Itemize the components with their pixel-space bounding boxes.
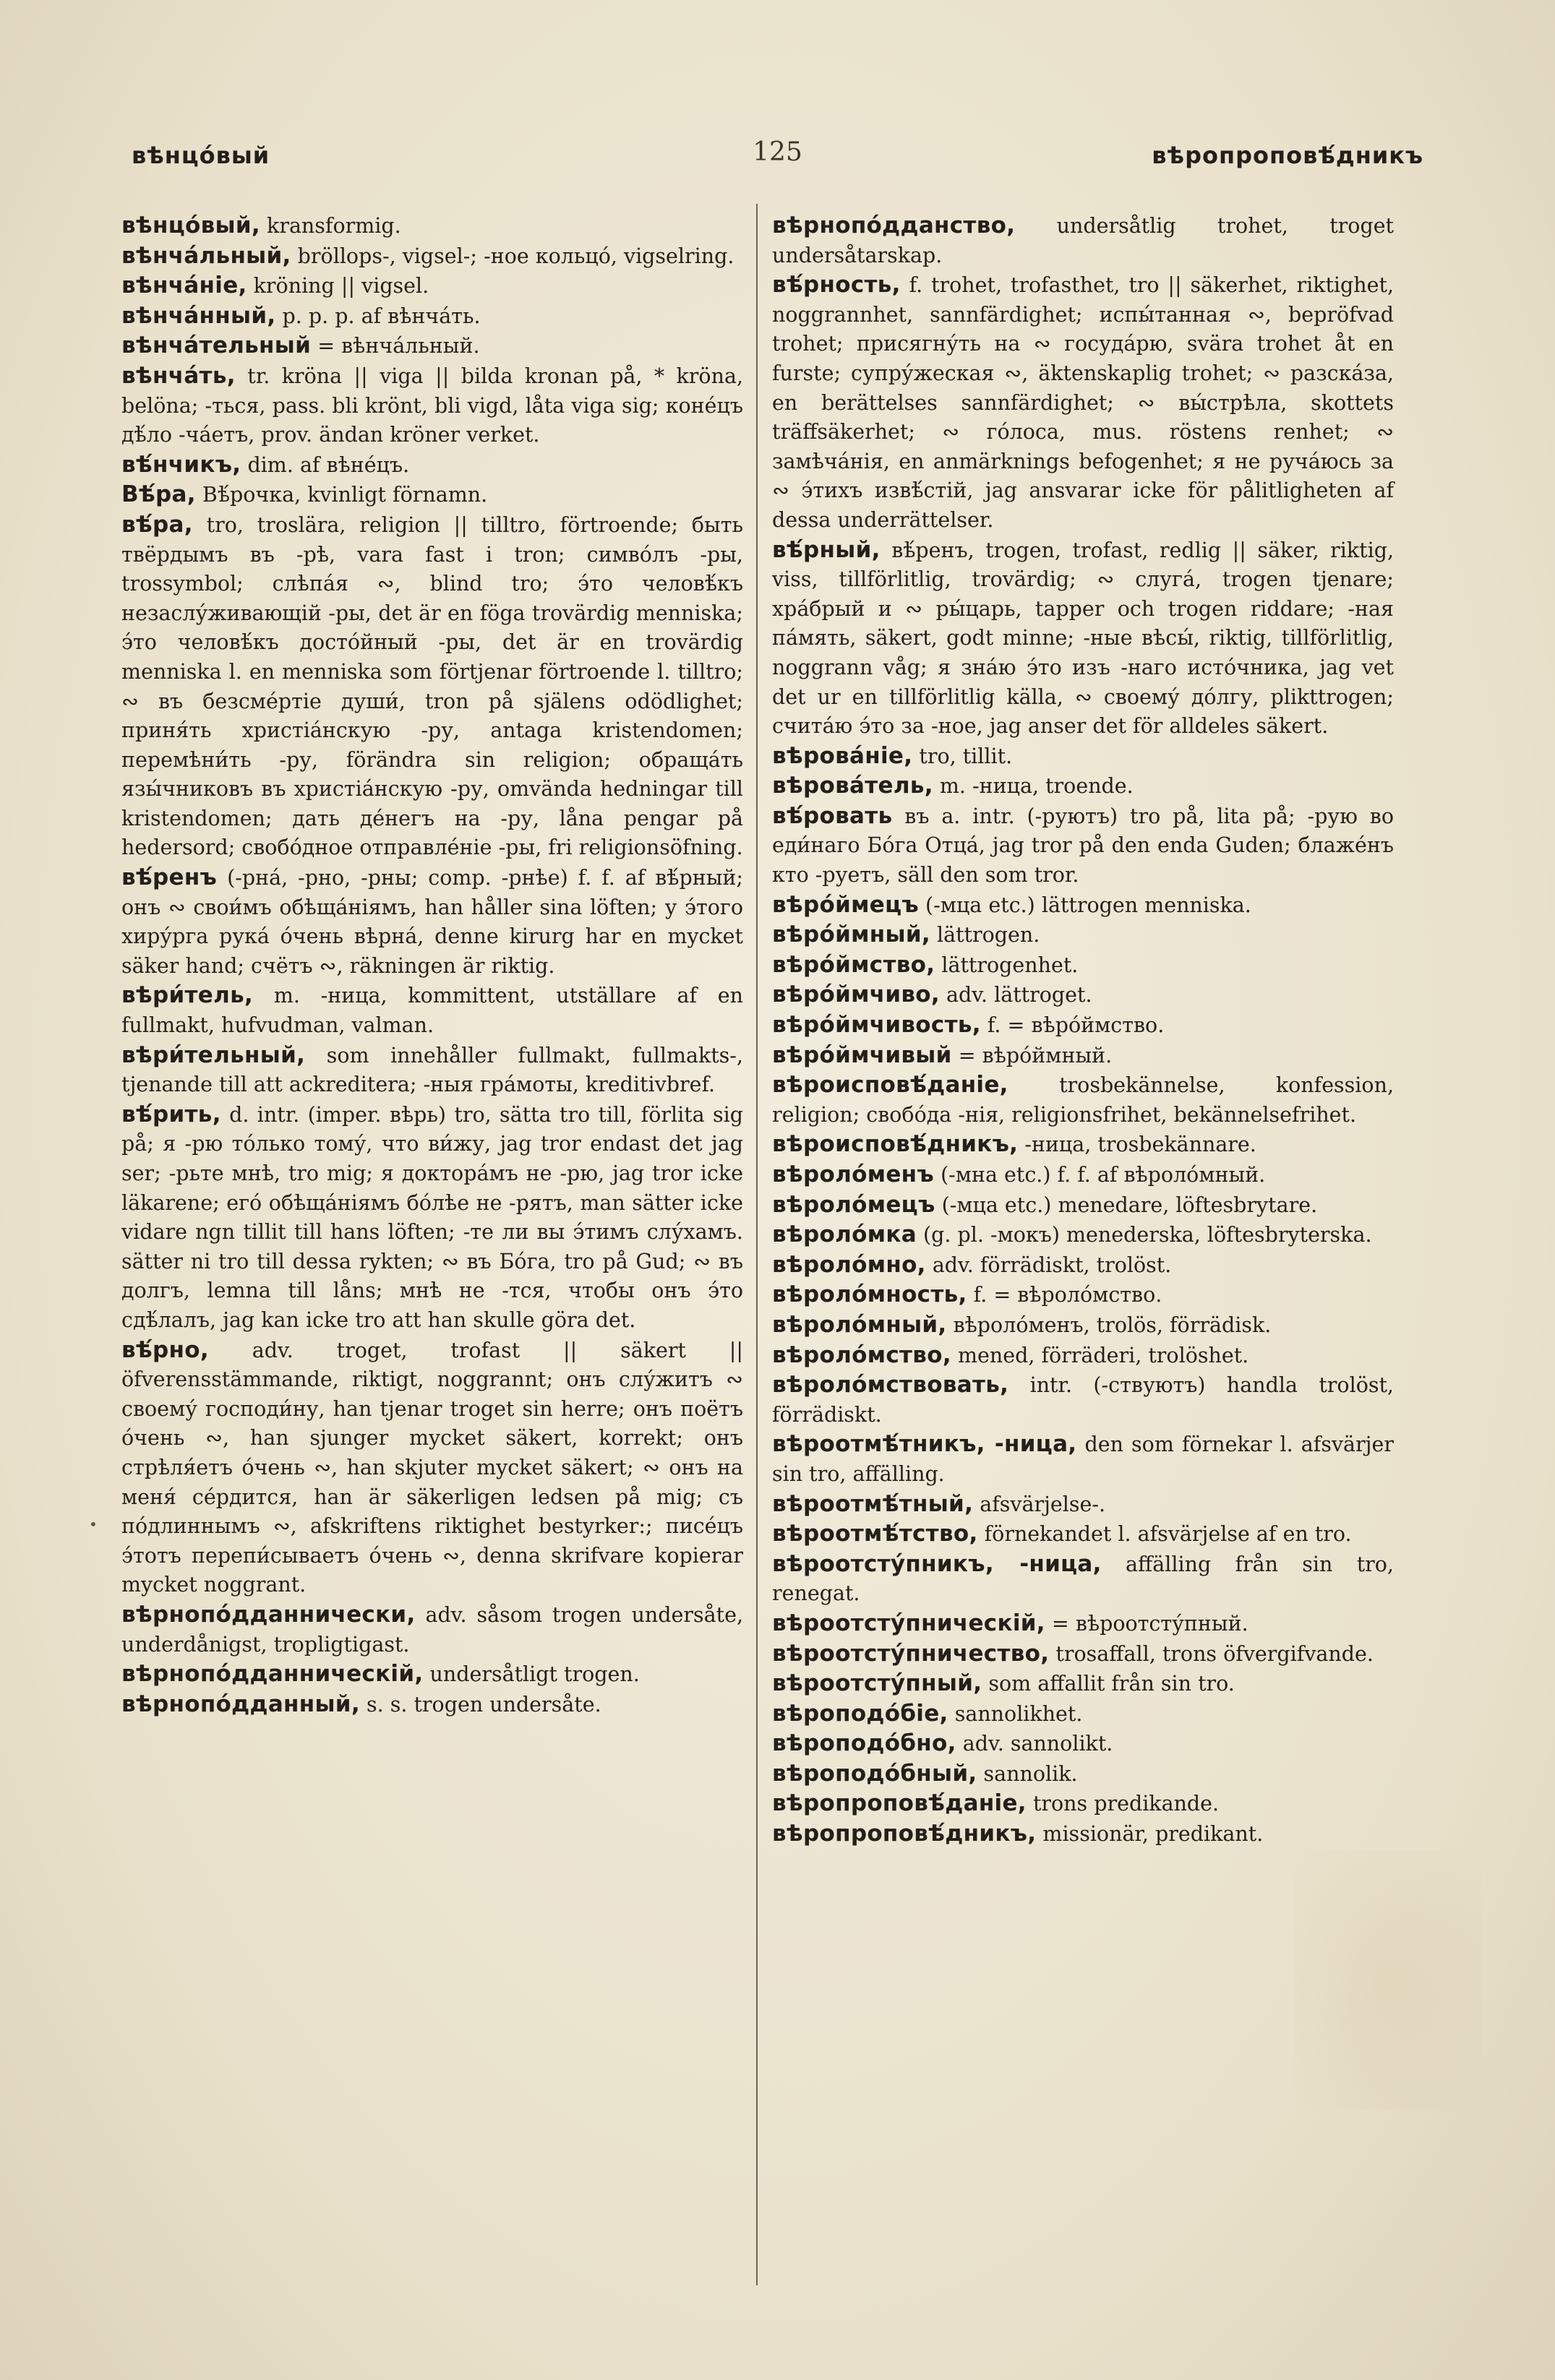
- entry-definition: (-мца etc.) lättrogen menniska.: [925, 893, 1251, 917]
- headword: вѣро́ймчиво,: [772, 981, 940, 1008]
- entry-definition: mened, förräderi, trolöshet.: [957, 1343, 1249, 1367]
- headword: вѣроотсту́пничество,: [772, 1640, 1050, 1667]
- headword: вѣро́ймный,: [772, 922, 930, 948]
- headword: вѣ́рность,: [772, 272, 901, 298]
- headword: вѣнча́льный,: [121, 242, 291, 269]
- entry-definition: Вѣ́рочка, kvinligt förnamn.: [202, 483, 488, 507]
- dictionary-entry: [772, 1250, 1394, 1281]
- headword: вѣнцо́вый,: [121, 212, 260, 239]
- headword: вѣроподо́біе,: [772, 1700, 948, 1727]
- dictionary-entry: [121, 480, 743, 510]
- entry-definition: intr. (-ствуютъ) handla trolöst, förrädiskt.: [772, 1373, 1394, 1427]
- headword: вѣ́ровать: [772, 802, 893, 829]
- entry-definition: m. -ница, kommittent, utställare af en fullmakt, hufvudman, valman.: [121, 984, 743, 1038]
- headword: вѣ́рить,: [121, 1101, 221, 1127]
- dictionary-entry: [121, 981, 743, 1040]
- dictionary-entry: [121, 510, 743, 863]
- headword: вѣроло́мство,: [772, 1341, 951, 1368]
- dictionary-entry: [121, 361, 743, 450]
- headword: вѣропроповѣ́дникъ,: [772, 1821, 1037, 1847]
- dictionary-entry: [772, 1669, 1394, 1699]
- headword: вѣропроповѣ́даніе,: [772, 1790, 1027, 1817]
- entry-definition: som affallit från sin tro.: [988, 1672, 1235, 1696]
- headword: вѣнча́ть,: [121, 362, 236, 389]
- headword: вѣнча́нный,: [121, 302, 276, 329]
- column-divider: [756, 204, 758, 2285]
- headword: вѣро́ймчивый: [772, 1041, 952, 1068]
- headword: вѣри́тельный,: [121, 1041, 306, 1068]
- entry-definition: sannolik.: [983, 1761, 1078, 1786]
- headword: вѣрова́ніе,: [772, 742, 913, 769]
- entry-definition: -ница, trosbekännare.: [1024, 1133, 1256, 1157]
- dictionary-entry: [772, 1609, 1394, 1639]
- dictionary-entry: [772, 771, 1394, 802]
- headword: вѣрнопо́дданническій,: [121, 1661, 424, 1688]
- entry-definition: som innehåller fullmakt, fullmakts-, tjenande till att ackreditera; -ныя гра́моты, kreditivbref.: [121, 1043, 743, 1097]
- entry-definition: f. = вѣро́ймство.: [987, 1013, 1165, 1038]
- headword: вѣри́тель,: [121, 982, 254, 1009]
- entry-definition: adv. sannolikt.: [962, 1732, 1113, 1756]
- entry-definition: m. -ница, troende.: [939, 774, 1134, 799]
- dictionary-entry: [772, 270, 1394, 535]
- headword: вѣроло́мный,: [772, 1311, 947, 1338]
- headword: вѣ́ренъ: [121, 864, 218, 891]
- entry-definition: undersåtligt trogen.: [429, 1662, 640, 1687]
- dictionary-entry: [772, 1819, 1394, 1850]
- headword: вѣроло́мствовать,: [772, 1372, 1009, 1399]
- headword: вѣроподо́бный,: [772, 1760, 977, 1787]
- headword: вѣро́ймчивость,: [772, 1012, 981, 1039]
- entry-definition: trosaffall, trons öfvergifvande.: [1055, 1641, 1374, 1666]
- entry-definition: adv. troget, trofast || säkert || öfverensstämmande, riktigt, noggrannt; онъ слу́житъ ∾ своему́ господи́ну, han tjenar troget sin herre; онъ поётъ о́чень ∾, han sjunger mycket säkert, korrekt; онъ стрѣля́етъ о́чень ∾, han skjuter mycket säkert; ∾ онъ на меня́ се́рдится, han är säkerligen ledsen på mig; съ по́длиннымъ ∾, afskriftens riktighet bestyrker:; писе́цъ э́тотъ перепи́сываетъ о́чень ∾, denna skrifvare kopierar mycket noggrant.: [121, 1338, 743, 1597]
- entry-definition: = вѣроотсту́пный.: [1051, 1611, 1248, 1636]
- dictionary-entry: [772, 1519, 1394, 1550]
- dictionary-entry: [121, 863, 743, 981]
- headword: вѣ́нчикъ,: [121, 451, 241, 478]
- headword: вѣроподо́бно,: [772, 1730, 956, 1757]
- dictionary-entry: [772, 742, 1394, 772]
- entry-definition: den som förnekar l. afsvärjer sin tro, affälling.: [772, 1432, 1394, 1486]
- header-right-guideword: вѣропроповѣ́дникъ: [1152, 142, 1423, 169]
- dictionary-entry: [772, 1220, 1394, 1250]
- dictionary-entry: [772, 1490, 1394, 1520]
- dictionary-entry: [121, 1041, 743, 1100]
- dictionary-entry: [121, 1100, 743, 1336]
- entry-definition: adv. såsom trogen undersåte, underdånigst, tropligtigast.: [121, 1602, 744, 1657]
- dictionary-entry: [121, 331, 743, 361]
- entry-definition: tro, troslära, religion || tilltro, förtroende; быть твёрдымъ въ -рѣ, vara fast i tron; симво́лъ -ры, trossymbol; слѣпа́я ∾, blind tro; э́то человѣ́къ незаслу́живающій -ры, det är en föga trovärdig menniska; э́то человѣ́къ досто́йный -ры, det är en trovärdig menniska l. en menniska som förtjenar förtroende l. tilltro; ∾ въ безсме́ртіе души́, tron på själens odödlighet; приня́ть христіа́нскую -ру, antaga kristendomen; перемѣни́ть -ру, förändra sin religion; обраща́ть язы́чниковъ въ христіа́нскую -ру, omvända hedningar till kristendomen; дать де́негъ на -ру, låna pengar på hedersord; свобо́дное отправле́ніе -ры, fri religionsöfning.: [121, 512, 744, 860]
- headword: вѣроисповѣ́дникъ,: [772, 1131, 1019, 1158]
- headword: вѣроотмѣ́тство,: [772, 1521, 978, 1547]
- entry-definition: f. trohet, trofasthet, tro || säkerhet, riktighet, noggrannhet, sannfärdighet; испы́танная ∾, bepröfvad trohet; присягну́ть на ∾ госуда́рю, svära trohet åt en furste; супру́жеская ∾, äktenskaplig trohet; ∾ разска́за, en berättelses sannfärdighet; ∾ вы́стрѣла, skottets träffsäkerhet; ∾ го́лоса, mus. röstens renhet; ∾ замѣча́нія, en anmärknings befogenhet; я не руча́юсь за ∾ э́тихъ извѣ́стій, jag ansvarar icke för pålitligheten af dessa underrättelser.: [772, 273, 1395, 532]
- dictionary-entry: [772, 890, 1394, 921]
- header-left-guideword: вѣнцо́вый: [132, 142, 270, 169]
- entry-definition: bröllops-, vigsel-; -ное кольцо́, vigselring.: [297, 244, 734, 268]
- dictionary-entry: [121, 450, 743, 481]
- dictionary-entry: [121, 1336, 743, 1600]
- entry-definition: affälling från sin tro, renegat.: [772, 1552, 1394, 1606]
- dictionary-entry: [772, 1280, 1394, 1310]
- headword: вѣрнопо́дданнически,: [121, 1601, 416, 1628]
- entry-definition: tr. kröna || viga || bilda kronan på, * kröna, belöna; -ться, pass. bli krönt, bli vigd, låta viga sig; коне́цъ дѣ́ло -ча́етъ, prov. ändan kröner verket.: [121, 364, 744, 447]
- running-head: [132, 137, 1423, 185]
- dictionary-entry: [121, 1659, 743, 1690]
- entry-definition: missionär, predikant.: [1042, 1822, 1264, 1847]
- dictionary-entry: [772, 1190, 1394, 1221]
- headword: вѣрова́тель,: [772, 773, 933, 799]
- headword: вѣроло́мка: [772, 1221, 917, 1248]
- dictionary-entry: [772, 920, 1394, 950]
- page-number: 125: [753, 137, 802, 167]
- entry-definition: adv. lättroget.: [946, 983, 1092, 1008]
- headword: вѣнча́ніе,: [121, 272, 247, 299]
- entry-definition: = вѣнча́льный.: [317, 334, 480, 358]
- headword: вѣроотмѣ́тникъ, -ница,: [772, 1431, 1077, 1458]
- dictionary-entry: [772, 536, 1394, 742]
- headword: вѣрнопо́дданство,: [772, 212, 1016, 239]
- entry-definition: (-мна etc.) f. f. af вѣроло́мный.: [941, 1163, 1266, 1187]
- dictionary-entry: [772, 1070, 1394, 1130]
- dictionary-entry: [121, 241, 743, 272]
- left-column: [121, 211, 743, 1719]
- dictionary-entry: [772, 1160, 1394, 1190]
- entry-definition: d. intr. (imper. вѣрь) tro, sätta tro till, förlita sig på; я -рю то́лько тому́, что ви́жу, jag tror endast det jag ser; -рьте мнѣ, tro mig; я доктора́мъ не -рю, jag tror icke läkarene; его́ обѣща́ніямъ бо́лѣе не -рятъ, man sätter icke vidare ngn tillit till hans löften; -те ли вы э́тимъ слу́хамъ. sätter ni tro till dessa rykten; ∾ въ Бо́га, tro på Gud; ∾ въ долгъ, lemna till låns; мнѣ не -тся, чтобы онъ э́то сдѣ́лалъ, jag kan icke tro att han skulle göra det.: [121, 1102, 744, 1332]
- headword: вѣро́ймецъ: [772, 891, 919, 918]
- dictionary-entry: [772, 1130, 1394, 1160]
- dictionary-entry: [772, 1550, 1394, 1609]
- dictionary-entry: [772, 1729, 1394, 1759]
- dictionary-entry: [121, 211, 743, 241]
- entry-definition: lättrogen.: [937, 923, 1040, 948]
- entry-definition: undersåtlig trohet, troget undersåtarskap.: [772, 214, 1395, 267]
- entry-definition: вѣроло́менъ, trolös, förrädisk.: [953, 1313, 1272, 1337]
- dictionary-entry: [772, 950, 1394, 981]
- headword: вѣроисповѣ́даніе,: [772, 1072, 1008, 1099]
- dictionary-entry: [772, 1341, 1394, 1371]
- headword: вѣрнопо́дданный,: [121, 1691, 360, 1717]
- headword: вѣроло́мность,: [772, 1281, 967, 1308]
- dictionary-entry: [772, 980, 1394, 1010]
- dictionary-entry: [772, 1639, 1394, 1670]
- entry-definition: adv. förrädiskt, trolöst.: [932, 1253, 1172, 1277]
- entry-definition: förnekandet l. afsvärjelse af en tro.: [984, 1522, 1352, 1547]
- dictionary-entry: [772, 1789, 1394, 1819]
- paper-stain: [1294, 1850, 1482, 2110]
- headword: вѣроло́мецъ: [772, 1191, 935, 1218]
- dictionary-entry: [121, 301, 743, 332]
- dictionary-entry: [772, 211, 1394, 270]
- entry-definition: kransformig.: [267, 214, 401, 238]
- dictionary-entry: [772, 1759, 1394, 1790]
- headword: вѣроотсту́пный,: [772, 1670, 982, 1697]
- headword: вѣ́ра,: [121, 511, 193, 538]
- entry-definition: f. = вѣроло́мство.: [973, 1283, 1162, 1307]
- right-column: [772, 211, 1394, 1850]
- entry-definition: (-рна́, -рно, -рны; comp. -рнѣе) f. f. af вѣ́рный; онъ ∾ свои́мъ обѣща́ніямъ, han håller sina löften; у э́того хиру́рга рука́ о́чень вѣрна́, denne kirurg har en mycket säker hand; счётъ ∾, räkningen är riktig.: [121, 866, 744, 978]
- entry-definition: (-мца etc.) menedare, löftesbrytare.: [941, 1193, 1318, 1217]
- entry-definition: trons predikande.: [1032, 1792, 1220, 1816]
- entry-definition: dim. af вѣне́цъ.: [247, 452, 410, 477]
- headword: вѣроотсту́пникъ, -ница,: [772, 1550, 1102, 1577]
- entry-definition: trosbekännelse, konfession, religion; свобо́да -нія, religionsfrihet, bekännelsefrihet.: [772, 1073, 1394, 1127]
- dictionary-entry: [772, 1699, 1394, 1730]
- entry-definition: (g. pl. -мокъ) menederska, löftesbryterska.: [922, 1223, 1372, 1247]
- headword: вѣроло́менъ: [772, 1161, 934, 1187]
- headword: вѣроотсту́пническій,: [772, 1610, 1045, 1636]
- dictionary-entry: [772, 1041, 1394, 1071]
- headword: Вѣ́ра,: [121, 481, 196, 508]
- entry-definition: s. s. trogen undersåte.: [366, 1692, 601, 1717]
- dictionary-entry: [121, 271, 743, 301]
- dictionary-entry: [772, 1430, 1394, 1489]
- headword: вѣнча́тельный: [121, 332, 312, 359]
- headword: вѣ́рно,: [121, 1336, 209, 1363]
- dictionary-entry: [772, 802, 1394, 890]
- headword: вѣроло́мно,: [772, 1251, 926, 1278]
- dictionary-entry: [772, 1370, 1394, 1430]
- dictionary-entry: [121, 1690, 743, 1720]
- entry-definition: tro, tillit.: [919, 744, 1013, 768]
- headword: вѣро́ймство,: [772, 951, 935, 978]
- headword: вѣ́рный,: [772, 536, 881, 563]
- dictionary-entry: [772, 1010, 1394, 1041]
- headword: вѣроотмѣ́тный,: [772, 1490, 974, 1517]
- entry-definition: p. p. p. af вѣнча́ть.: [282, 304, 481, 328]
- entry-definition: afsvärjelse-.: [980, 1492, 1106, 1516]
- dictionary-entry: [121, 1600, 743, 1659]
- margin-mark: •: [89, 1516, 98, 1533]
- entry-definition: вѣ́ренъ, trogen, trofast, redlig || säker, riktig, viss, tillförlitlig, trovärdig; ∾ слуга́, trogen tjenare; хра́брый и ∾ ры́царь, tapper och trogen riddare; -ная па́мять, säkert, godt minne; -ные вѣсы́, riktig, tillförlitlig, noggrann våg; я зна́ю э́то изъ -наго исто́чника, jag vet det ur en tillförlitlig källa, ∾ своему́ до́лгу, plikttrogen; счита́ю э́то за -ное, jag anser det för alldeles säkert.: [772, 538, 1395, 739]
- dictionary-entry: [772, 1310, 1394, 1341]
- entry-definition: sannolikhet.: [954, 1701, 1083, 1726]
- entry-definition: kröning || vigsel.: [253, 274, 429, 298]
- entry-definition: lättrogenhet.: [941, 953, 1079, 977]
- entry-definition: = вѣро́ймный.: [958, 1043, 1113, 1067]
- entry-definition: въ a. intr. (-руютъ) tro på, lita på; -рую во еди́наго Бо́га Отца́, jag tror på den enda Guden; блаже́нъ кто -руетъ, säll den som tror.: [772, 804, 1394, 888]
